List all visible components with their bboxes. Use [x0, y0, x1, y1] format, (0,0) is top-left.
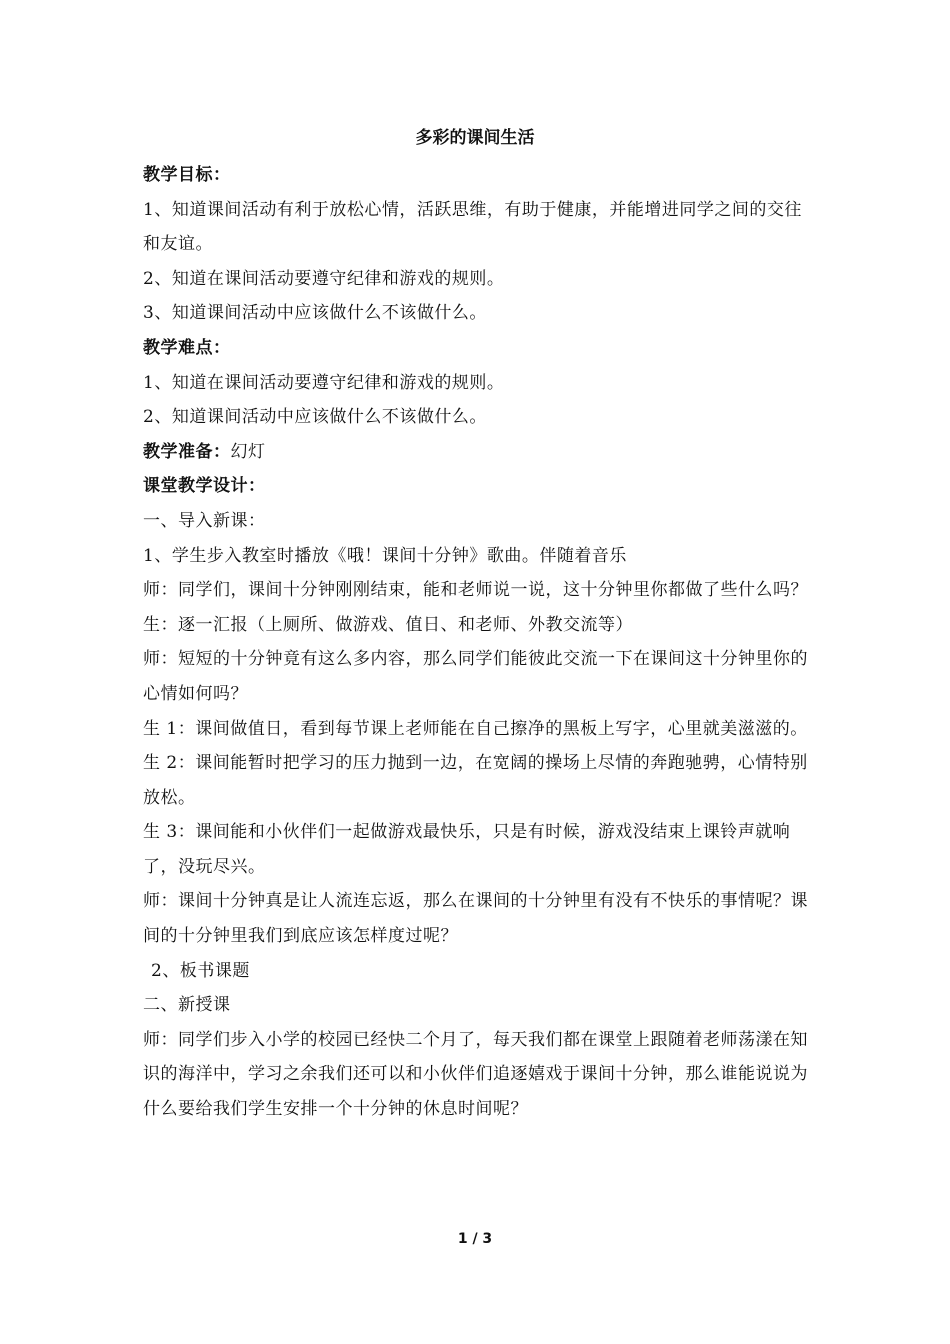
document-title: 多彩的课间生活 — [415, 128, 535, 148]
document-body — [143, 158, 811, 1127]
design-paragraph: 师：短短的十分钟竟有这么多内容，那么同学们能彼此交流一下在课间这十分钟里你的心情如何吗？ — [143, 649, 808, 704]
design-paragraph: 师：同学们，课间十分钟刚刚结束，能和老师说一说，这十分钟里你都做了些什么吗？ — [143, 580, 808, 601]
design-paragraph: 2、板书课题 — [151, 960, 250, 981]
design-heading: 课堂教学设计： — [143, 476, 266, 497]
design-paragraph: 师：同学们步入小学的校园已经快二个月了，每天我们都在课堂上跟随着老师荡漾在知识的海洋中，学习之余我们还可以和小伙伴们追逐嬉戏于课间十分钟，那么谁能说说为什么要给我们学生安排一个十分钟的休息时间呢？ — [143, 1029, 808, 1120]
objective-item: 1、知道课间活动有利于放松心情，活跃思维，有助于健康，并能增进同学之间的交往和友谊。 — [143, 199, 802, 255]
objective-item: 3、知道课间活动中应该做什么不该做什么。 — [143, 303, 487, 324]
difficulty-item: 1、知道在课间活动要遵守纪律和游戏的规则。 — [143, 372, 505, 393]
design-paragraph: 生：逐一汇报（上厕所、做游戏、值日、和老师、外教交流等） — [143, 614, 633, 635]
preparation-line — [143, 435, 811, 470]
difficulties-heading: 教学难点： — [143, 337, 231, 358]
design-paragraph: 生 3：课间能和小伙伴们一起做游戏最快乐，只是有时候，游戏没结束上课铃声就响了，没玩尽兴。 — [143, 822, 791, 877]
design-paragraph: 生 2：课间能暂时把学习的压力抛到一边，在宽阔的操场上尽情的奔跑驰骋，心情特别放松。 — [143, 753, 808, 808]
objective-item: 2、知道在课间活动要遵守纪律和游戏的规则。 — [143, 268, 505, 289]
preparation-heading: 教学准备： — [143, 441, 231, 462]
design-paragraph: 师：课间十分钟真是让人流连忘返，那么在课间的十分钟里有没有不快乐的事情呢？课间的十分钟里我们到底应该怎样度过呢？ — [143, 891, 808, 947]
page-number: 1 / 3 — [457, 1231, 493, 1247]
design-paragraph: 二、新授课 — [143, 995, 231, 1016]
design-paragraph: 生 1：课间做值日，看到每节课上老师能在自己擦净的黑板上写字，心里就美滋滋的。 — [143, 718, 808, 739]
difficulty-item: 2、知道课间活动中应该做什么不该做什么。 — [143, 407, 487, 428]
preparation-value: 幻灯 — [230, 441, 266, 462]
objectives-heading: 教学目标： — [143, 165, 231, 185]
design-paragraph: 1、学生步入教室时播放《哦！课间十分钟》歌曲。伴随着音乐 — [143, 545, 627, 566]
design-paragraph: 一、导入新课： — [143, 510, 266, 531]
